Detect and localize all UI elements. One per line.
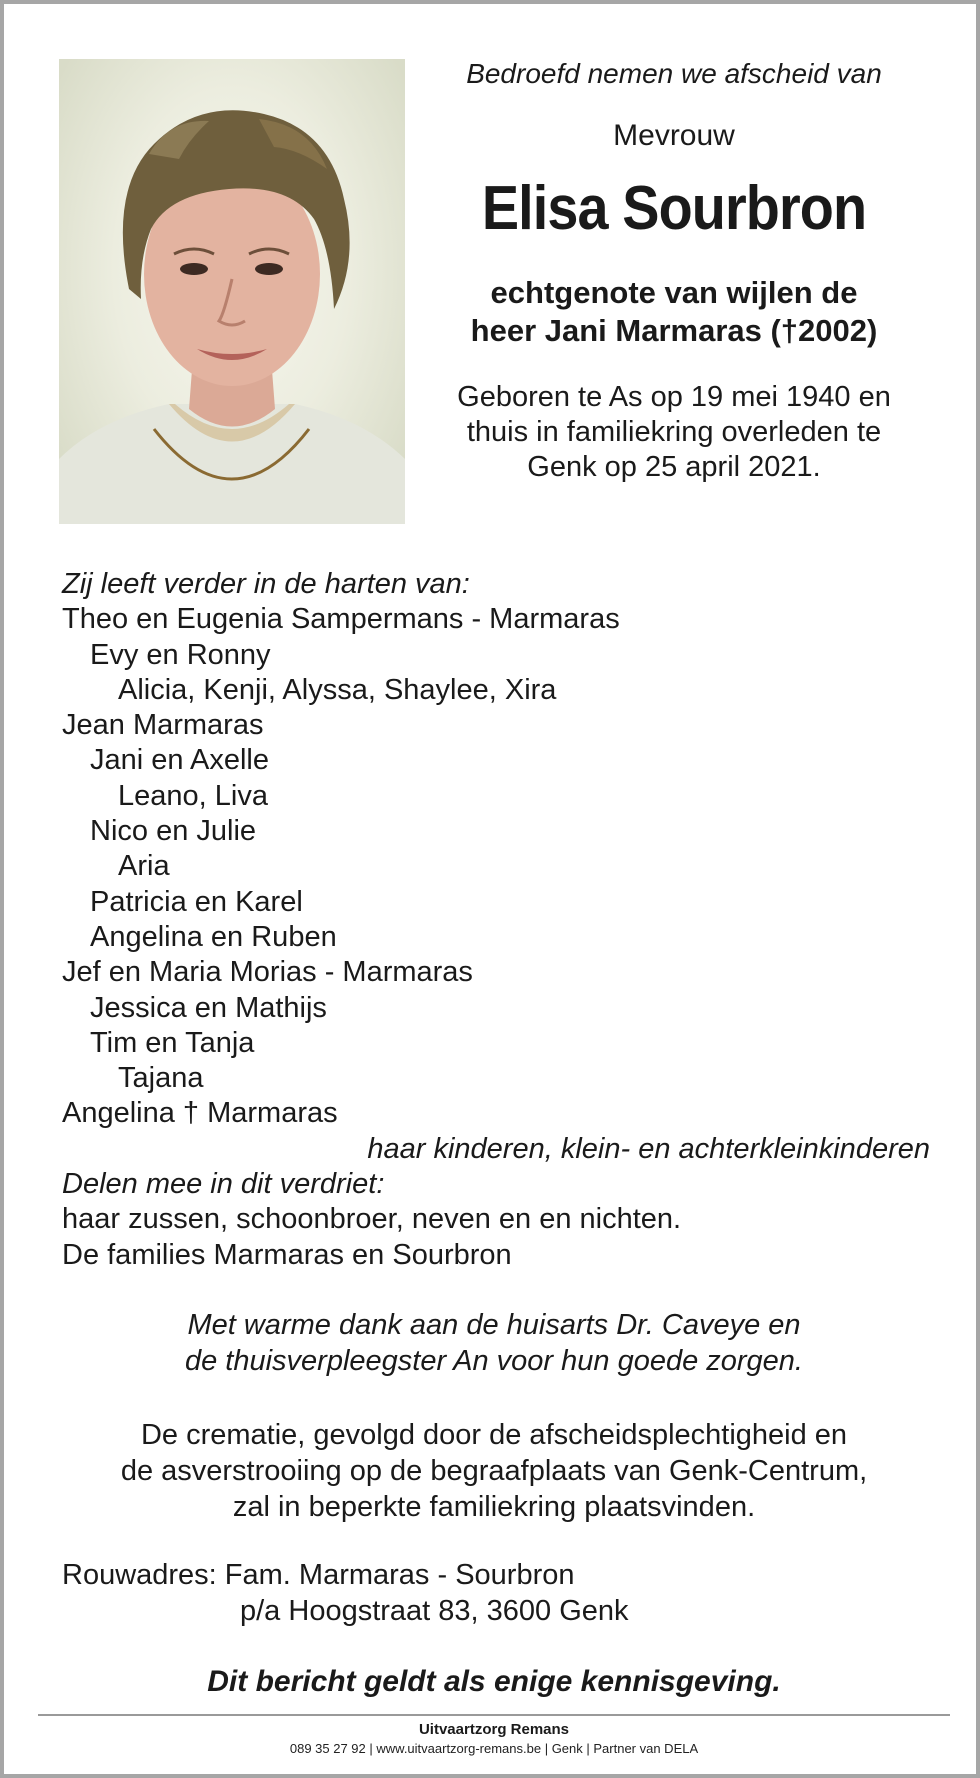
share-intro: Delen mee in dit verdriet: [62,1168,385,1201]
birth-death-info [424,380,924,485]
cremation-line-2: de asverstrooiing op de begraafplaats van Genk-Centrum, [120,1455,868,1487]
family-line: Patricia en Karel [90,885,303,918]
share-line: De families Marmaras en Sourbron [62,1238,512,1271]
spouse-line-1: echtgenote van wijlen de [490,275,858,310]
cremation-text [44,1417,944,1525]
family-line: Tajana [118,1062,204,1095]
cremation-line-1: De crematie, gevolgd door de afscheidsplechtigheid en [140,1419,848,1451]
spouse-line-2: heer Jani Marmaras (†2002) [470,313,878,348]
birth-line-3: Genk op 25 april 2021. [527,451,821,483]
family-intro: Zij leeft verder in de harten van: [62,568,470,600]
family-line: Jessica en Mathijs [90,991,327,1024]
portrait-image [59,59,405,524]
family-line: Angelina en Ruben [90,920,337,953]
deceased-name: Elisa Sourbron [481,174,867,243]
birth-line-2: thuis in familiekring overleden te [466,416,882,448]
family-line: Alicia, Kenji, Alyssa, Shaylee, Xira [118,673,557,706]
spouse-info [424,274,924,350]
thanks-line-2: de thuisverpleegster An voor hun goede zorgen. [184,1345,803,1377]
family-line: Theo en Eugenia Sampermans - Marmaras [62,603,620,636]
notice-text: Dit bericht geldt als enige kennisgeving. [207,1665,781,1698]
family-line: Tim en Tanja [90,1026,255,1059]
birth-line-1: Geboren te As op 19 mei 1940 en [457,381,891,413]
thanks-text [44,1307,944,1379]
family-line: Angelina † Marmaras [62,1097,338,1130]
footer-divider [38,1714,950,1716]
intro-text: Bedroefd nemen we afscheid van [466,58,882,89]
family-line: Jani en Axelle [90,744,269,777]
family-closing: haar kinderen, klein- en achterkleinkinderen [367,1132,930,1165]
share-line: haar zussen, schoonbroer, neven en en nichten. [62,1203,682,1236]
family-line: Leano, Liva [118,779,268,812]
portrait-photo [59,59,405,524]
address-line-2: p/a Hoogstraat 83, 3600 Genk [240,1595,629,1627]
mourning-address [62,1557,762,1629]
family-line: Jean Marmaras [62,709,264,742]
funeral-home-name: Uitvaartzorg Remans [418,1721,570,1738]
family-line: Nico en Julie [90,815,257,848]
honorific: Mevrouw [613,119,735,152]
family-line: Aria [118,850,170,883]
address-line-1: Rouwadres: Fam. Marmaras - Sourbron [62,1559,575,1591]
family-line: Jef en Maria Morias - Marmaras [62,956,473,989]
thanks-line-1: Met warme dank aan de huisarts Dr. Caveye en [187,1309,801,1341]
family-line: Evy en Ronny [90,638,271,671]
funeral-home-contact: 089 35 27 92 | www.uitvaartzorg-remans.be | Genk | Partner van DELA [289,1741,699,1756]
family-list [62,567,932,1273]
header-block [424,54,924,485]
cremation-line-3: zal in beperkte familiekring plaatsvinden. [232,1491,756,1523]
